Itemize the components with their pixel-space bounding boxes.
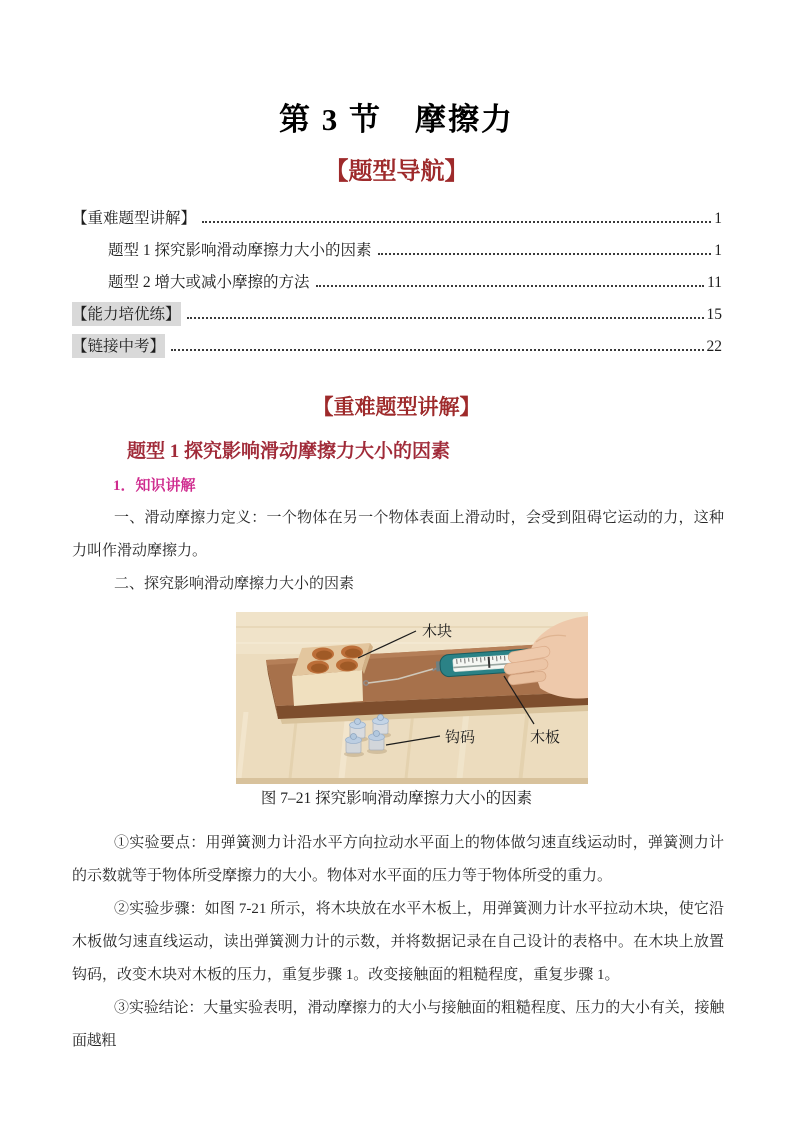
toc-page-number: 15 xyxy=(706,306,722,323)
toc-entry-label[interactable]: 【能力培优练】 xyxy=(72,302,181,326)
paragraph-factors: 二、探究影响滑动摩擦力大小的因素 xyxy=(114,576,355,592)
toc-entry-exam-link[interactable] xyxy=(72,326,722,358)
toc-page-number: 1 xyxy=(714,210,722,227)
toc-dot-leader xyxy=(202,221,711,223)
topic1-heading: 题型 1 探究影响滑动摩擦力大小的因素 xyxy=(127,441,451,462)
toc-dot-leader xyxy=(187,317,704,319)
label-hooked-weights: 钩码 xyxy=(445,730,476,746)
toc-entry-label[interactable]: 题型 1 探究影响滑动摩擦力大小的因素 xyxy=(108,242,372,259)
toc-entry-label[interactable]: 题型 2 增大或减小摩擦的方法 xyxy=(108,274,310,291)
question-type-nav-heading: 【题型导航】 xyxy=(324,159,469,185)
toc-page-number: 1 xyxy=(714,242,722,259)
toc-page-number: 11 xyxy=(707,274,722,291)
experiment-photo-svg xyxy=(236,612,588,784)
label-wood-board: 木板 xyxy=(530,730,561,746)
wood-block xyxy=(292,643,373,706)
section-heading-key-topics: 【重难题型讲解】 xyxy=(312,395,481,419)
knowledge-subheading: 1．知识讲解 xyxy=(113,478,196,494)
toc-entry-key-topics[interactable] xyxy=(72,198,722,230)
paragraph-experiment-point: ①实验要点：用弹簧测力计沿水平方向拉动水平面上的物体做匀速直线运动时，弹簧测力计的示数就等于物体所受摩擦力的大小。物体对水平面的压力等于物体所受的重力。 xyxy=(72,835,724,884)
toc-entry-label[interactable]: 【链接中考】 xyxy=(72,334,165,358)
page-title: 第 3 节 摩擦力 xyxy=(279,102,514,137)
toc-dot-leader xyxy=(316,285,705,287)
toc-dot-leader xyxy=(378,253,712,255)
toc-entry-topic1[interactable] xyxy=(72,230,722,262)
label-wood-block: 木块 xyxy=(422,624,453,640)
figure-caption: 图 7–21 探究影响滑动摩擦力大小的因素 xyxy=(260,790,533,807)
toc-dot-leader xyxy=(171,349,703,351)
experiment-photo xyxy=(236,612,588,784)
paragraph-experiment-conclusion: ③实验结论：大量实验表明，滑动摩擦力的大小与接触面的粗糙程度、压力的大小有关，接触面越粗 xyxy=(72,1000,724,1049)
toc-entry-topic2[interactable] xyxy=(72,262,722,294)
toc-entry-ability-practice[interactable] xyxy=(72,294,722,326)
toc-page-number: 22 xyxy=(706,338,722,355)
paragraph-definition: 一、滑动摩擦力定义：一个物体在另一个物体表面上滑动时，会受到阻碍它运动的力，这种力叫作滑动摩擦力。 xyxy=(72,510,724,559)
table-of-contents xyxy=(72,198,722,358)
paragraph-experiment-steps: ②实验步骤：如图 7-21 所示，将木块放在水平木板上，用弹簧测力计水平拉动木块，使它沿木板做匀速直线运动，读出弹簧测力计的示数，并将数据记录在自己设计的表格中。在木块上放置钩码，改变木块对木板的压力，重复步骤 1。改变接触面的粗糙程度，重复步骤 1。 xyxy=(72,901,724,983)
table-front-edge xyxy=(236,778,588,784)
toc-entry-label[interactable]: 【重难题型讲解】 xyxy=(72,210,197,227)
